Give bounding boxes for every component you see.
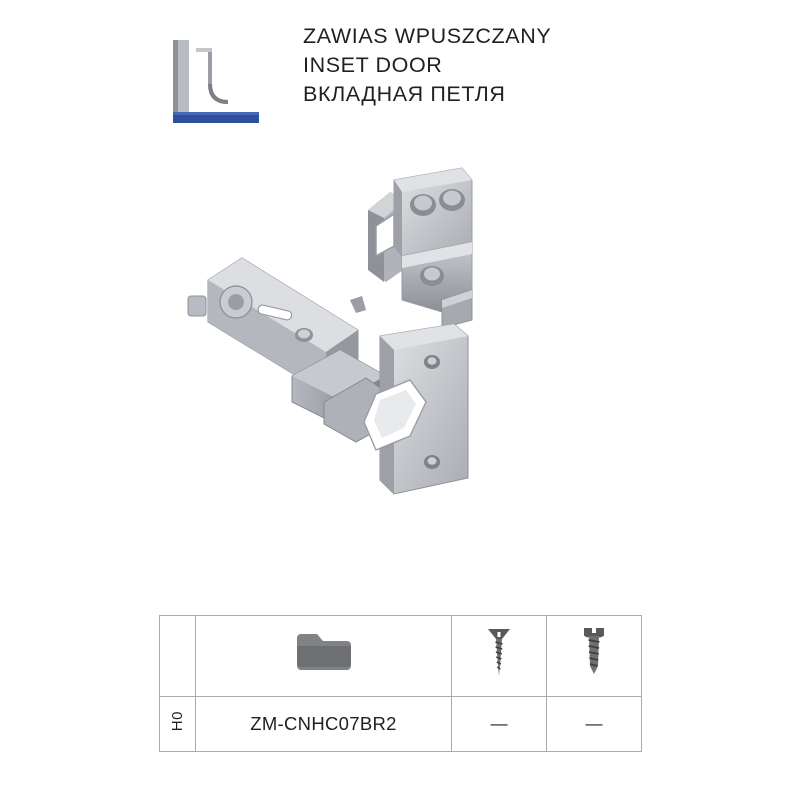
row-code-label: H0 [168,711,186,732]
wood-screw-icon [486,626,512,685]
folder-icon [295,632,353,679]
header-cell-screw-2 [547,616,642,697]
hinge-arm-assembly [188,258,392,442]
header-cell-name [195,616,451,697]
title-block [303,22,733,109]
title-line-ru: ВКЛАДНАЯ ПЕТЛЯ [303,82,506,106]
hinge-exploded-view-illustration [180,150,620,550]
cell-screw-1: — [452,696,547,751]
header-cell-code [160,616,196,697]
title-line-en: INSET DOOR [303,53,443,77]
table-header-row [160,616,642,697]
hinge-cup-and-door-plate [364,324,468,494]
inset-door-hinge-diagram-icon [168,38,268,128]
table-row [160,696,642,751]
cell-code [160,696,196,751]
cell-screw-2: — [547,696,642,751]
title-line-pl: ZAWIAS WPUSZCZANY [303,24,552,48]
mounting-plate [368,168,472,328]
page-header [0,0,800,140]
cell-product-code: ZM-CNHC07BR2 [195,696,451,751]
euro-screw-icon [581,626,607,685]
header-cell-screw-1 [452,616,547,697]
specification-table [159,615,642,752]
